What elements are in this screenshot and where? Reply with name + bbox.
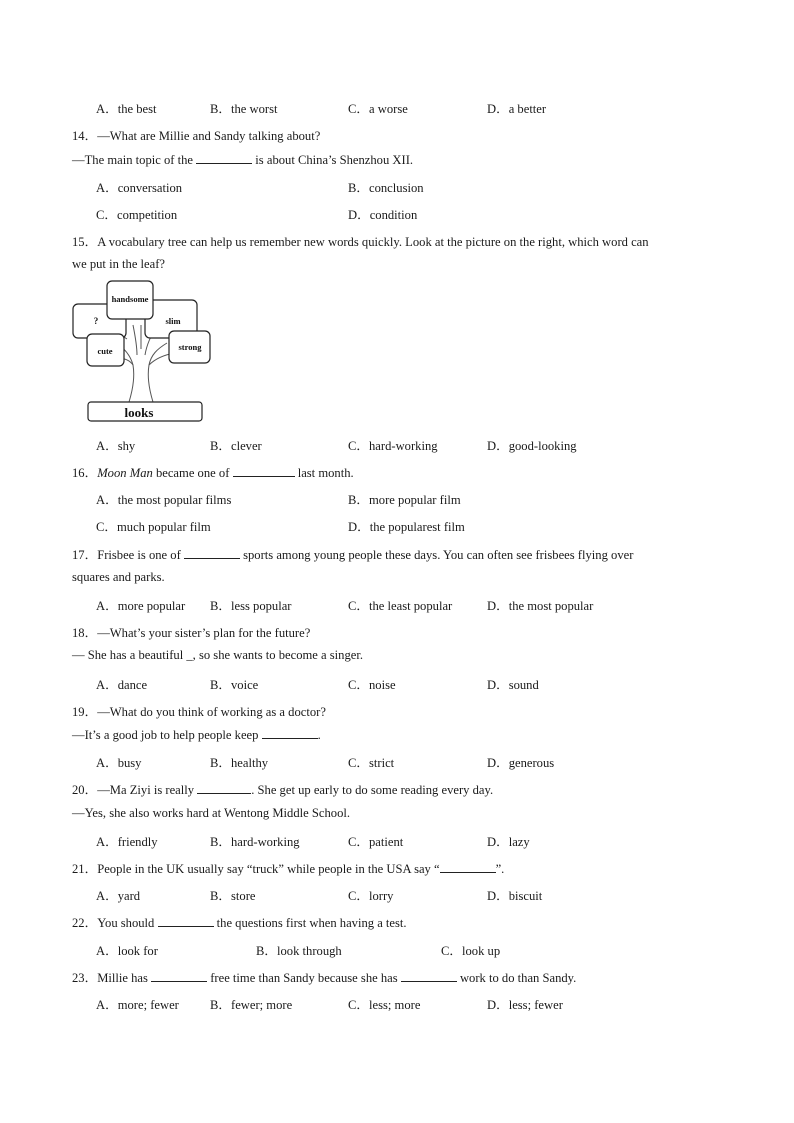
- q13-option-c: C．a worse: [348, 102, 408, 116]
- base-label-looks: looks: [124, 405, 154, 420]
- q19-option-c: C．strict: [348, 756, 395, 770]
- q18-option-a: A．dance: [96, 678, 148, 692]
- q16-number: 16．: [72, 466, 98, 480]
- q21-option-a: A．yard: [96, 889, 141, 903]
- q21-option-c: C．lorry: [348, 889, 394, 903]
- q15-option-d: D．good-looking: [487, 439, 577, 453]
- q18-answer: — She has a beautiful _, so she wants to become a singer.: [72, 648, 363, 662]
- q13-option-a: A．the best: [96, 102, 157, 116]
- q21-blank: [440, 861, 496, 873]
- q22-option-a: A．look for: [96, 944, 158, 958]
- q19-answer: [72, 727, 321, 743]
- q19-option-b: B．healthy: [210, 756, 269, 770]
- q19-blank: [262, 727, 318, 739]
- q20-stem-pre: 20．—Ma Ziyi is really: [72, 783, 198, 797]
- leaf-label-question: ?: [93, 316, 99, 326]
- q16-blank: [233, 465, 295, 477]
- q16-stem-mid: became one of: [152, 466, 233, 480]
- q16-stem-post: last month.: [294, 466, 354, 480]
- q17-stem-post: sports among young people these days. You can often see frisbees flying over: [239, 548, 634, 562]
- q19-option-a: A．busy: [96, 756, 142, 770]
- q17-stem-line1: [72, 544, 633, 563]
- q20-blank: [197, 782, 251, 794]
- q19-answer-post: .: [317, 728, 321, 742]
- leaf-label-strong: strong: [178, 342, 202, 352]
- vocabulary-tree-drawing: [71, 279, 213, 423]
- q14-answer: [72, 152, 413, 168]
- q20-option-c: C．patient: [348, 835, 404, 849]
- q18-stem: 18．—What’s your sister’s plan for the future?: [72, 626, 311, 640]
- q21-stem-post: ”.: [495, 862, 505, 876]
- q16-option-b: B．more popular film: [348, 493, 461, 507]
- q15-stem-line1: 15．A vocabulary tree can help us remember new words quickly. Look at the picture on the right, which word can: [72, 235, 649, 249]
- q21-stem-pre: 21．People in the UK usually say “truck” while people in the USA say “: [72, 862, 440, 876]
- q14-answer-pre: —The main topic of the: [72, 153, 197, 167]
- q23-option-b: B．fewer; more: [210, 998, 293, 1012]
- q17-option-b: B．less popular: [210, 599, 292, 613]
- q22-stem-post: the questions first when having a test.: [213, 916, 407, 930]
- q17-stem-line2: squares and parks.: [72, 570, 165, 584]
- q22-blank: [158, 915, 214, 927]
- q20-stem-post: . She get up early to do some reading every day.: [251, 783, 494, 797]
- q23-option-c: C．less; more: [348, 998, 421, 1012]
- q14-option-a: A．conversation: [96, 181, 183, 195]
- q21-option-b: B．store: [210, 889, 256, 903]
- q17-option-c: C．the least popular: [348, 599, 453, 613]
- leaf-label-slim: slim: [165, 316, 181, 326]
- q23-stem: [72, 967, 576, 986]
- q20-option-d: D．lazy: [487, 835, 530, 849]
- q14-option-d: D．condition: [348, 208, 418, 222]
- vocabulary-tree-figure: [71, 279, 213, 423]
- q23-option-a: A．more; fewer: [96, 998, 179, 1012]
- q23-option-d: D．less; fewer: [487, 998, 563, 1012]
- q23-blank-1: [151, 970, 207, 982]
- q13-option-d: D．a better: [487, 102, 547, 116]
- q19-stem: 19．—What do you think of working as a doctor?: [72, 705, 326, 719]
- q14-stem: 14．—What are Millie and Sandy talking about?: [72, 129, 321, 143]
- q17-stem-pre: 17．Frisbee is one of: [72, 548, 184, 562]
- q21-option-d: D．biscuit: [487, 889, 543, 903]
- q22-option-c: C．look up: [441, 944, 501, 958]
- q14-option-b: B．conclusion: [348, 181, 424, 195]
- q20-option-b: B．hard-working: [210, 835, 300, 849]
- q14-answer-post: is about China’s Shenzhou XII.: [252, 153, 414, 167]
- q22-stem: [72, 912, 407, 931]
- q16-option-c: C．much popular film: [96, 520, 211, 534]
- q20-answer: —Yes, she also works hard at Wentong Middle School.: [72, 806, 351, 820]
- q19-option-d: D．generous: [487, 756, 555, 770]
- q20-stem: [72, 779, 493, 798]
- q15-option-a: A．shy: [96, 439, 136, 453]
- q15-option-b: B．clever: [210, 439, 262, 453]
- q22-option-b: B．look through: [256, 944, 342, 958]
- q17-blank: [184, 547, 240, 559]
- q17-option-d: D．the most popular: [487, 599, 594, 613]
- q20-option-a: A．friendly: [96, 835, 158, 849]
- q16-option-d: D．the popularest film: [348, 520, 465, 534]
- q18-option-b: B．voice: [210, 678, 259, 692]
- q21-stem: [72, 858, 504, 877]
- q16-option-a: A．the most popular films: [96, 493, 232, 507]
- q15-stem-line2: we put in the leaf?: [72, 257, 166, 271]
- q18-option-d: D．sound: [487, 678, 539, 692]
- q16-film-title: Moon Man: [97, 466, 153, 480]
- leaf-label-handsome: handsome: [111, 294, 149, 304]
- q15-option-c: C．hard-working: [348, 439, 438, 453]
- q23-blank-2: [401, 970, 457, 982]
- q17-option-a: A．more popular: [96, 599, 186, 613]
- q19-answer-pre: —It’s a good job to help people keep: [72, 728, 262, 742]
- q23-stem-pre: 23．Millie has: [72, 971, 152, 985]
- q23-stem-mid: free time than Sandy because she has: [207, 971, 401, 985]
- q18-option-c: C．noise: [348, 678, 396, 692]
- q16-stem: [72, 462, 354, 481]
- q14-blank: [196, 152, 252, 164]
- leaf-label-cute: cute: [97, 346, 113, 356]
- q13-option-b: B．the worst: [210, 102, 278, 116]
- q22-stem-pre: 22．You should: [72, 916, 158, 930]
- q14-option-c: C．competition: [96, 208, 178, 222]
- q23-stem-post: work to do than Sandy.: [456, 971, 577, 985]
